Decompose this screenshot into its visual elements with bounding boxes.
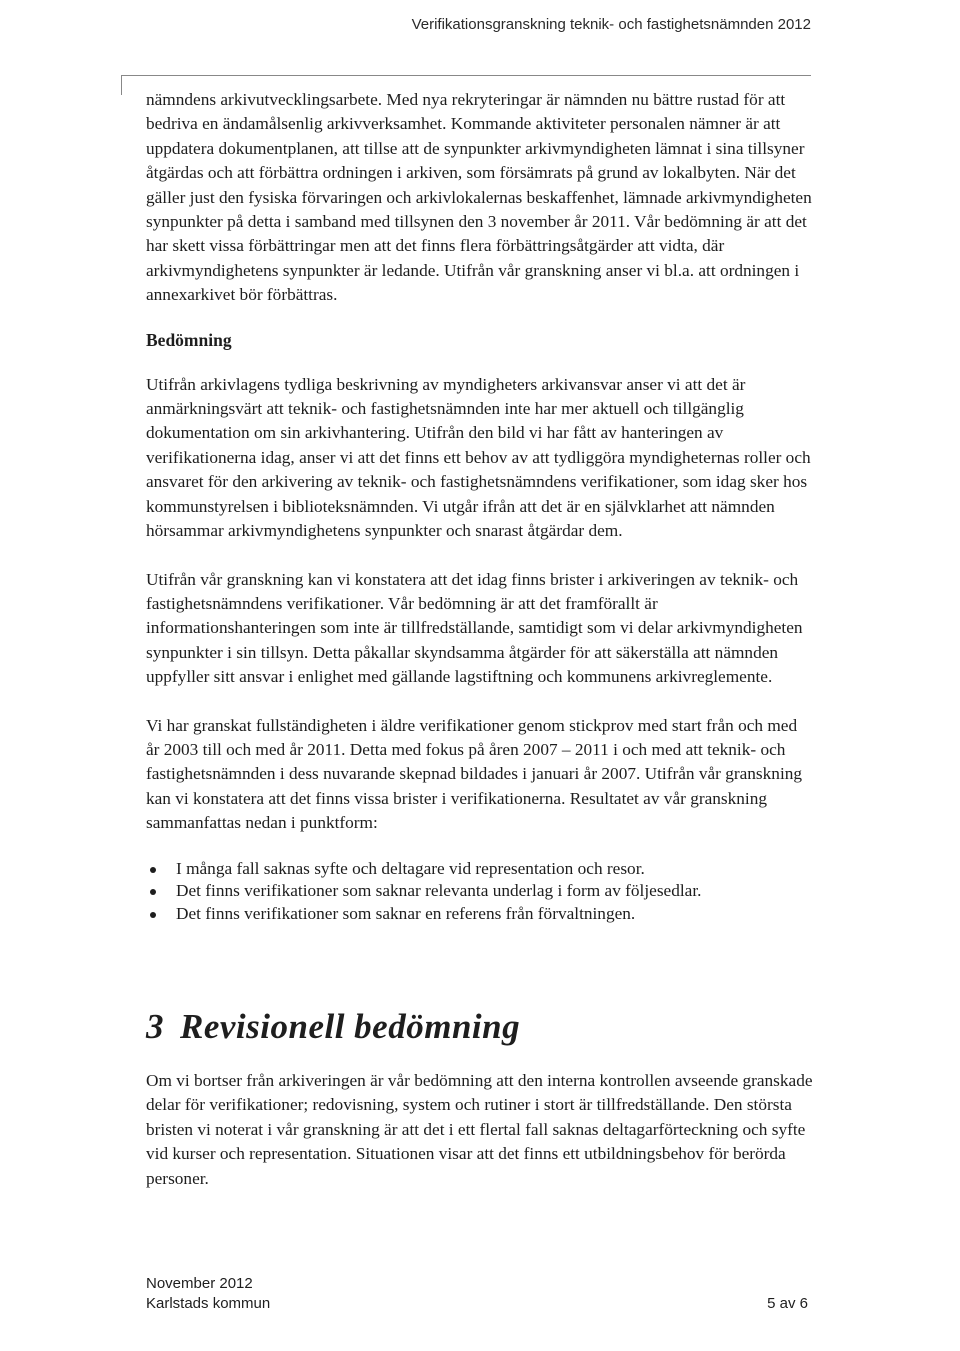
intro-paragraph: nämndens arkivutvecklingsarbete. Med nya rekryteringar är nämnden nu bättre rustad för att bedriva en ändamålsenlig arkivverksamhet. Kommande aktiviteter personalen nämner är att uppdatera dokumentplanen, att tillse att de synpunkter arkivmyndigheten lämnat i sina tillsyner åtgärdas och att förbättra ordningen i arkiven, som försämrats på grund av lokalbyten. När det gäller just den fysiska förvaringen och arkivlokalernas beskaffenhet, lämnade arkivmyndigheten synpunkter på detta i samband med tillsynen den 3 november år 2011. Vår bedömning är att det har skett vissa förbättringar men att det finns flera förbättringsåtgärder att vidta, där arkivmyndighetens synpunkter är ledande. Utifrån vår granskning anser vi bl.a. att ordningen i annexarkivet bör förbättras. <box>146 90 812 305</box>
footer-organization: Karlstads kommun <box>146 1295 271 1312</box>
bullet-icon <box>150 889 156 895</box>
list-item: Det finns verifikationer som saknar relevanta underlag i form av följesedlar. <box>146 880 814 903</box>
section-number: 3 <box>146 1007 164 1047</box>
document-body <box>146 88 814 1191</box>
section-paragraph: Om vi bortser från arkiveringen är vår bedömning att den interna kontrollen avseende granskade delar för verifikationer; redovisning, system och rutiner i stort är tillfredställande. Den största bristen vi noterat i vår granskning är att det i ett flertal fall saknas deltagarförteckning och syfte vid kurser och representation. Situationen visar att det finns ett utbildningsbehov för berörda personer. <box>146 1071 813 1188</box>
section-heading <box>146 1007 814 1047</box>
bullet-icon <box>150 912 156 918</box>
assessment-paragraph-1: Utifrån arkivlagens tydliga beskrivning av myndigheters arkivansvar anser vi att det är anmärkningsvärt att teknik- och fastighetsnämnden inte har mer aktuell och tillgänglig dokumentation om sin arkivhantering. Utifrån den bild vi har fått av hanteringen av verifikationerna idag, anser vi att det finns ett behov av att tydliggöra myndigheternas roller och ansvaret för den arkivering av teknik- och fastighetsnämndens verifikationer, som idag sker hos kommunstyrelsen i biblioteksnämnden. Vi utgår ifrån att det är en självklarhet att nämnden hörsammar arkivmyndighetens synpunkter och snarast åtgärdar dem. <box>146 374 811 541</box>
list-item: Det finns verifikationer som saknar en referens från förvaltningen. <box>146 903 814 926</box>
findings-list <box>146 858 814 926</box>
footer-date: November 2012 <box>146 1275 253 1292</box>
section-title: Revisionell bedömning <box>180 1007 521 1047</box>
page-footer-left <box>146 1274 270 1314</box>
bullet-icon <box>150 867 156 873</box>
list-item: I många fall saknas syfte och deltagare vid representation och resor. <box>146 858 814 881</box>
header-divider-corner <box>121 75 122 95</box>
assessment-paragraph-3: Vi har granskat fullständigheten i äldre verifikationer genom stickprov med start från och med år 2003 till och med år 2011. Detta med fokus på åren 2007 – 2011 i och med att teknik- och fastighetsnämnden i dess nuvarande skepnad bildades i januari år 2007. Utifrån vår granskning kan vi konstatera att det finns vissa brister i verifikationerna. Resultatet av vår granskning sammanfattas nedan i punktform: <box>146 715 803 833</box>
page-number: 5 av 6 <box>767 1295 808 1312</box>
assessment-paragraph-2: Utifrån vår granskning kan vi konstatera att det idag finns brister i arkiveringen av teknik- och fastighetsnämndens verifikationer. Vår bedömning är att det framförallt är informationshanteringen som inte är tillfredställande, samtidigt som vi delar arkivmyndigheten synpunkter i sin tillsyn. Detta påkallar skyndsamma åtgärder för att säkerställa att nämnden uppfyller sitt ansvar i enlighet med gällande lagstiftning och kommunens arkivreglemente. <box>146 569 803 687</box>
header-divider <box>121 75 811 76</box>
page-header-title: Verifikationsgranskning teknik- och fastighetsnämnden 2012 <box>411 16 811 33</box>
assessment-heading: Bedömning <box>146 329 232 350</box>
